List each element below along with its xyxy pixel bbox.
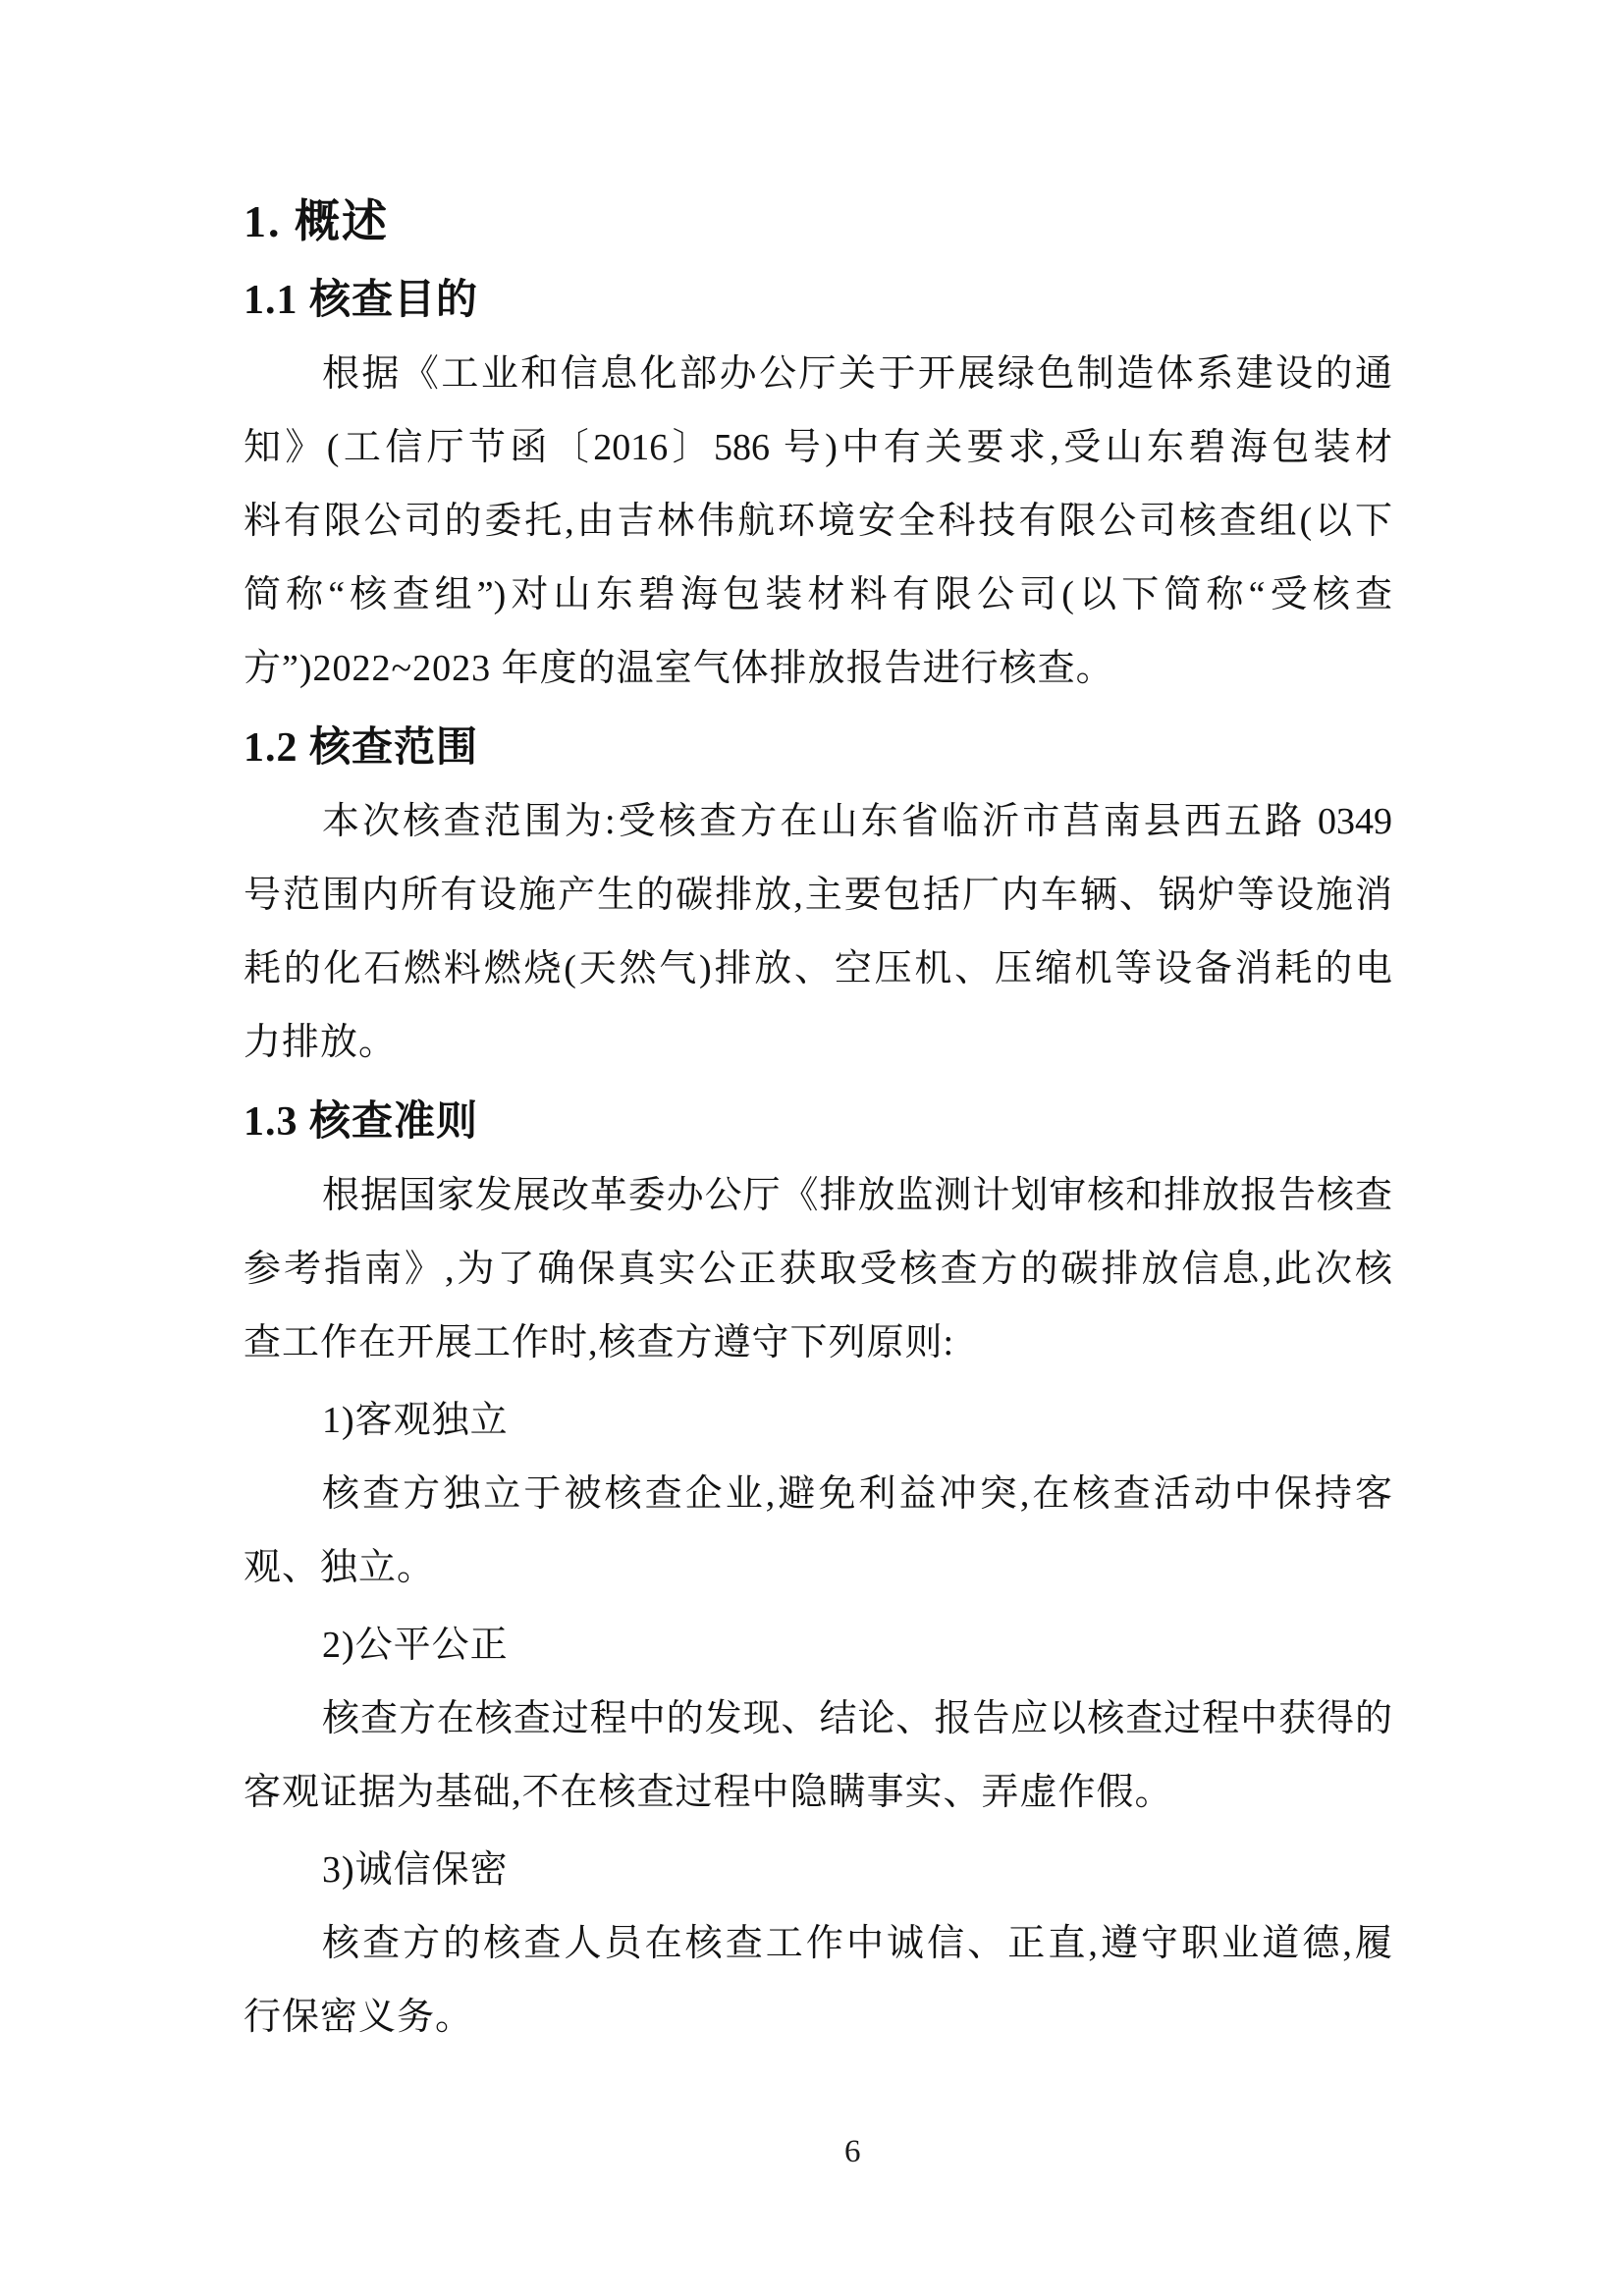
document-body xyxy=(244,185,1392,2055)
paragraph-first-line: 核查方独立于被核查企业,避免利益冲突,在核查活动中保持客 xyxy=(322,1473,1392,1515)
paragraph-last-line: 力排放。 xyxy=(244,1022,398,1063)
section-heading: 1. 概述 xyxy=(244,196,389,246)
paragraph-first-line: 核查方的核查人员在核查工作中诚信、正直,遵守职业道德,履 xyxy=(322,1923,1392,1964)
paragraph-line: 简称“核查组”)对山东碧海包装材料有限公司(以下简称“受核查 xyxy=(244,574,1392,615)
subsection-heading: 1.3 核查准则 xyxy=(244,1099,479,1145)
subsection-heading: 1.1 核查目的 xyxy=(244,278,479,323)
paragraph-line: 参考指南》,为了确保真实公正获取受核查方的碳排放信息,此次核 xyxy=(244,1249,1392,1290)
paragraph-last-line: 客观证据为基础,不在核查过程中隐瞒事实、弄虚作假。 xyxy=(244,1772,1173,1813)
paragraph-last-line: 方”)2022~2023 年度的温室气体排放报告进行核查。 xyxy=(244,648,1114,689)
paragraph-line: 号范围内所有设施产生的碳排放,主要包括厂内车辆、锅炉等设施消 xyxy=(244,875,1392,916)
list-item: 3)诚信保密 xyxy=(322,1849,509,1891)
page-number: 6 xyxy=(844,2134,861,2169)
paragraph-first-line: 核查方在核查过程中的发现、结论、报告应以核查过程中获得的 xyxy=(322,1698,1392,1739)
list-item: 2)公平公正 xyxy=(322,1625,509,1666)
paragraph-first-line: 根据《工业和信息化部办公厅关于开展绿色制造体系建设的通 xyxy=(322,353,1392,395)
paragraph-last-line: 行保密义务。 xyxy=(244,1997,474,2038)
paragraph-first-line: 根据国家发展改革委办公厅《排放监测计划审核和排放报告核查 xyxy=(322,1175,1392,1216)
paragraph-last-line: 观、独立。 xyxy=(244,1547,436,1588)
paragraph-first-line: 本次核查范围为:受核查方在山东省临沂市莒南县西五路 0349 xyxy=(322,801,1392,842)
list-item: 1)客观独立 xyxy=(322,1400,509,1441)
subsection-heading: 1.2 核查范围 xyxy=(244,725,479,771)
paragraph-line: 耗的化石燃料燃烧(天然气)排放、空压机、压缩机等设备消耗的电 xyxy=(244,948,1392,989)
paragraph-line: 知》(工信厅节函〔2016〕586 号)中有关要求,受山东碧海包装材 xyxy=(244,427,1392,468)
paragraph-last-line: 查工作在开展工作时,核查方遵守下列原则: xyxy=(244,1322,955,1363)
paragraph-line: 料有限公司的委托,由吉林伟航环境安全科技有限公司核查组(以下 xyxy=(244,501,1392,542)
